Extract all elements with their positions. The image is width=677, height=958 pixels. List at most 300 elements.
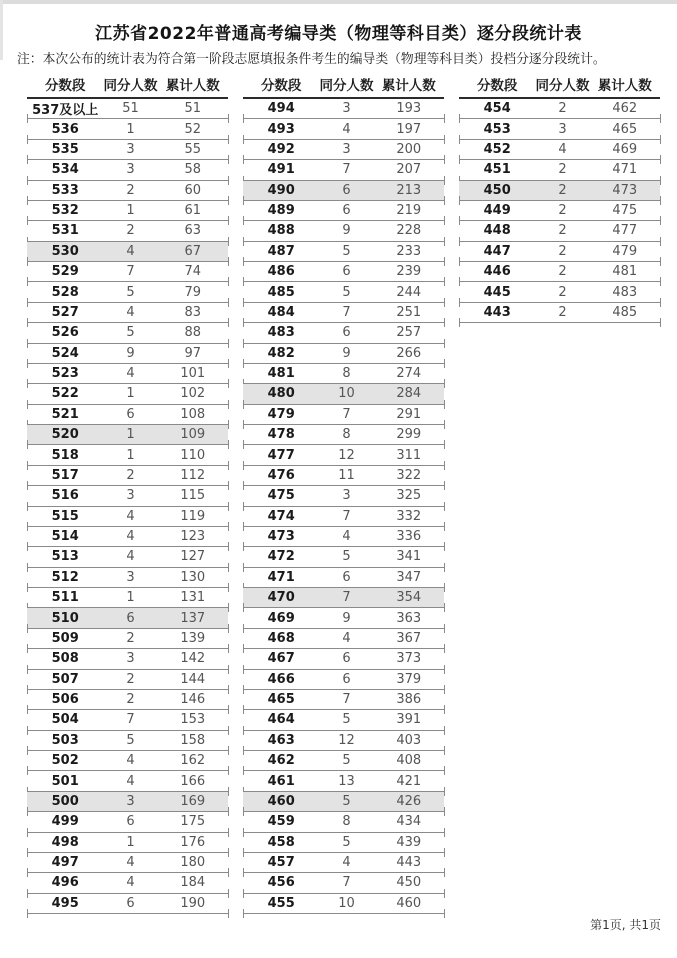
cell-score-range: 511 xyxy=(51,590,79,606)
cell-cumulative-count: 190 xyxy=(180,895,206,911)
cell-cumulative-count: 144 xyxy=(180,671,206,687)
table-row xyxy=(459,181,660,201)
cell-cumulative-count: 284 xyxy=(396,386,422,402)
cell-cumulative-count: 332 xyxy=(396,508,422,524)
scan-edge-top xyxy=(0,0,677,4)
table-row xyxy=(27,608,228,628)
cell-cumulative-count: 123 xyxy=(180,529,206,545)
table-row xyxy=(243,466,444,486)
cell-score-range: 517 xyxy=(51,467,79,483)
cell-score-range: 487 xyxy=(267,243,295,259)
cell-cumulative-count: 74 xyxy=(184,264,202,280)
cell-same-score-count: 6 xyxy=(342,264,351,280)
table-row xyxy=(27,670,228,690)
cell-same-score-count: 2 xyxy=(558,223,567,239)
cell-score-range: 533 xyxy=(51,182,79,198)
cell-score-range: 530 xyxy=(51,243,79,259)
cell-score-range: 481 xyxy=(267,366,295,382)
table-row xyxy=(243,588,444,608)
cell-score-range: 456 xyxy=(267,875,295,891)
table-row xyxy=(243,344,444,364)
table-row xyxy=(27,710,228,730)
cell-same-score-count: 2 xyxy=(126,692,135,708)
table-row xyxy=(243,792,444,812)
cell-score-range: 447 xyxy=(483,243,511,259)
cell-score-range: 467 xyxy=(267,651,295,667)
cell-same-score-count: 5 xyxy=(126,325,135,341)
cell-score-range: 471 xyxy=(267,569,295,585)
cell-same-score-count: 7 xyxy=(342,304,351,320)
cell-same-score-count: 7 xyxy=(342,508,351,524)
cell-same-score-count: 3 xyxy=(126,141,135,157)
cell-cumulative-count: 109 xyxy=(180,427,206,443)
cell-same-score-count: 4 xyxy=(126,243,135,259)
table-row xyxy=(27,527,228,547)
cell-score-range: 474 xyxy=(267,508,295,524)
table-row xyxy=(243,833,444,853)
cell-cumulative-count: 139 xyxy=(180,630,206,646)
cell-cumulative-count: 79 xyxy=(184,284,202,300)
cell-same-score-count: 4 xyxy=(342,855,351,871)
cell-same-score-count: 6 xyxy=(126,610,135,626)
cell-cumulative-count: 83 xyxy=(184,304,202,320)
cell-same-score-count: 8 xyxy=(342,366,351,382)
cell-score-range: 455 xyxy=(267,895,295,911)
cell-same-score-count: 1 xyxy=(126,834,135,850)
cell-cumulative-count: 483 xyxy=(612,284,638,300)
cell-same-score-count: 5 xyxy=(342,284,351,300)
table-row xyxy=(459,119,660,139)
cell-same-score-count: 4 xyxy=(342,529,351,545)
table-row xyxy=(459,262,660,282)
table-row xyxy=(243,160,444,180)
cell-score-range: 449 xyxy=(483,203,511,219)
table-row xyxy=(243,649,444,669)
table-row xyxy=(243,323,444,343)
cell-score-range: 476 xyxy=(267,467,295,483)
cell-cumulative-count: 55 xyxy=(184,141,202,157)
cell-score-range: 458 xyxy=(267,834,295,850)
table-body xyxy=(459,99,660,323)
cell-same-score-count: 4 xyxy=(126,855,135,871)
cell-same-score-count: 8 xyxy=(342,427,351,443)
cell-cumulative-count: 421 xyxy=(396,773,422,789)
table-row xyxy=(243,731,444,751)
col-header-cumulative-count: 累计人数 xyxy=(597,78,652,94)
table-row xyxy=(27,181,228,201)
cell-score-range: 536 xyxy=(51,121,79,137)
cell-same-score-count: 5 xyxy=(342,712,351,728)
cell-cumulative-count: 469 xyxy=(612,141,638,157)
table-row xyxy=(459,160,660,180)
cell-cumulative-count: 367 xyxy=(396,630,422,646)
cell-same-score-count: 6 xyxy=(126,895,135,911)
table-row xyxy=(243,486,444,506)
table-header xyxy=(459,76,660,99)
table-row xyxy=(27,201,228,221)
cell-cumulative-count: 228 xyxy=(396,223,422,239)
col-header-cumulative-count: 累计人数 xyxy=(381,78,436,94)
table-row xyxy=(27,119,228,139)
cell-cumulative-count: 291 xyxy=(396,406,422,422)
table-body xyxy=(243,99,444,914)
cell-cumulative-count: 363 xyxy=(396,610,422,626)
cell-score-range: 512 xyxy=(51,569,79,585)
cell-cumulative-count: 244 xyxy=(396,284,422,300)
table-row xyxy=(27,466,228,486)
cell-same-score-count: 1 xyxy=(126,386,135,402)
cell-score-range: 503 xyxy=(51,732,79,748)
cell-score-range: 514 xyxy=(51,529,79,545)
cell-same-score-count: 4 xyxy=(126,529,135,545)
cell-same-score-count: 6 xyxy=(342,671,351,687)
cell-score-range: 460 xyxy=(267,793,295,809)
cell-cumulative-count: 460 xyxy=(396,895,422,911)
cell-score-range: 504 xyxy=(51,712,79,728)
cell-same-score-count: 6 xyxy=(342,325,351,341)
score-table-2 xyxy=(243,76,444,914)
table-row xyxy=(243,894,444,914)
col-header-cumulative-count: 累计人数 xyxy=(165,78,220,94)
cell-cumulative-count: 434 xyxy=(396,814,422,830)
cell-cumulative-count: 63 xyxy=(184,223,202,239)
cell-same-score-count: 12 xyxy=(338,732,355,748)
cell-cumulative-count: 408 xyxy=(396,753,422,769)
cell-same-score-count: 3 xyxy=(558,121,567,137)
cell-score-range: 446 xyxy=(483,264,511,280)
cell-cumulative-count: 311 xyxy=(396,447,422,463)
cell-score-range: 484 xyxy=(267,304,295,320)
cell-cumulative-count: 475 xyxy=(612,203,638,219)
cell-score-range: 537及以上 xyxy=(32,103,99,119)
cell-cumulative-count: 102 xyxy=(180,386,206,402)
table-row xyxy=(27,99,228,119)
cell-same-score-count: 5 xyxy=(342,793,351,809)
cell-score-range: 452 xyxy=(483,141,511,157)
cell-score-range: 451 xyxy=(483,162,511,178)
cell-cumulative-count: 67 xyxy=(184,243,202,259)
cell-score-range: 490 xyxy=(267,182,295,198)
cell-same-score-count: 9 xyxy=(342,345,351,361)
cell-score-range: 461 xyxy=(267,773,295,789)
cell-cumulative-count: 197 xyxy=(396,121,422,137)
table-row xyxy=(243,507,444,527)
cell-cumulative-count: 213 xyxy=(396,182,422,198)
cell-cumulative-count: 131 xyxy=(180,590,206,606)
cell-cumulative-count: 162 xyxy=(180,753,206,769)
cell-same-score-count: 3 xyxy=(126,162,135,178)
cell-same-score-count: 1 xyxy=(126,447,135,463)
cell-cumulative-count: 373 xyxy=(396,651,422,667)
cell-same-score-count: 1 xyxy=(126,203,135,219)
table-row xyxy=(27,405,228,425)
cell-cumulative-count: 51 xyxy=(184,101,202,117)
cell-same-score-count: 8 xyxy=(342,814,351,830)
cell-score-range: 506 xyxy=(51,692,79,708)
cell-cumulative-count: 52 xyxy=(184,121,202,137)
cell-score-range: 448 xyxy=(483,223,511,239)
cell-cumulative-count: 443 xyxy=(396,855,422,871)
table-row xyxy=(27,812,228,832)
cell-cumulative-count: 233 xyxy=(396,243,422,259)
cell-same-score-count: 5 xyxy=(342,243,351,259)
cell-score-range: 500 xyxy=(51,793,79,809)
cell-score-range: 532 xyxy=(51,203,79,219)
cell-score-range: 485 xyxy=(267,284,295,300)
cell-same-score-count: 9 xyxy=(126,345,135,361)
table-row xyxy=(459,201,660,221)
cell-cumulative-count: 266 xyxy=(396,345,422,361)
cell-score-range: 465 xyxy=(267,692,295,708)
cell-same-score-count: 2 xyxy=(558,284,567,300)
cell-cumulative-count: 251 xyxy=(396,304,422,320)
cell-same-score-count: 6 xyxy=(342,182,351,198)
cell-same-score-count: 6 xyxy=(342,569,351,585)
table-row xyxy=(243,262,444,282)
cell-same-score-count: 3 xyxy=(342,101,351,117)
cell-same-score-count: 1 xyxy=(126,121,135,137)
cell-cumulative-count: 471 xyxy=(612,162,638,178)
cell-score-range: 520 xyxy=(51,427,79,443)
cell-cumulative-count: 137 xyxy=(180,610,206,626)
cell-same-score-count: 2 xyxy=(126,630,135,646)
cell-cumulative-count: 61 xyxy=(184,203,202,219)
table-row xyxy=(27,731,228,751)
cell-same-score-count: 5 xyxy=(126,284,135,300)
table-row xyxy=(27,221,228,241)
cell-score-range: 450 xyxy=(483,182,511,198)
col-header-score-range: 分数段 xyxy=(44,78,86,94)
cell-cumulative-count: 176 xyxy=(180,834,206,850)
col-header-same-score-count: 同分人数 xyxy=(319,78,374,94)
cell-same-score-count: 3 xyxy=(126,793,135,809)
cell-cumulative-count: 180 xyxy=(180,855,206,871)
cell-same-score-count: 10 xyxy=(338,386,355,402)
cell-score-range: 478 xyxy=(267,427,295,443)
cell-cumulative-count: 153 xyxy=(180,712,206,728)
cell-same-score-count: 3 xyxy=(342,488,351,504)
table-row xyxy=(243,364,444,384)
cell-cumulative-count: 322 xyxy=(396,467,422,483)
cell-same-score-count: 2 xyxy=(558,264,567,280)
cell-cumulative-count: 341 xyxy=(396,549,422,565)
cell-score-range: 501 xyxy=(51,773,79,789)
cell-same-score-count: 2 xyxy=(558,162,567,178)
table-row xyxy=(27,873,228,893)
score-table-1 xyxy=(27,76,228,914)
cell-score-range: 522 xyxy=(51,386,79,402)
table-row xyxy=(27,282,228,302)
cell-score-range: 493 xyxy=(267,121,295,137)
cell-cumulative-count: 175 xyxy=(180,814,206,830)
table-row xyxy=(459,99,660,119)
cell-score-range: 472 xyxy=(267,549,295,565)
cell-same-score-count: 4 xyxy=(342,121,351,137)
cell-cumulative-count: 60 xyxy=(184,182,202,198)
cell-score-range: 457 xyxy=(267,855,295,871)
cell-score-range: 521 xyxy=(51,406,79,422)
table-row xyxy=(27,262,228,282)
cell-score-range: 509 xyxy=(51,630,79,646)
cell-score-range: 483 xyxy=(267,325,295,341)
cell-score-range: 479 xyxy=(267,406,295,422)
table-row xyxy=(27,690,228,710)
cell-same-score-count: 3 xyxy=(342,141,351,157)
table-row xyxy=(27,792,228,812)
cell-cumulative-count: 110 xyxy=(180,447,206,463)
cell-score-range: 475 xyxy=(267,488,295,504)
cell-score-range: 516 xyxy=(51,488,79,504)
cell-score-range: 480 xyxy=(267,386,295,402)
table-body xyxy=(27,99,228,914)
cell-same-score-count: 7 xyxy=(126,264,135,280)
table-row xyxy=(27,364,228,384)
cell-same-score-count: 2 xyxy=(558,182,567,198)
cell-cumulative-count: 403 xyxy=(396,732,422,748)
cell-score-range: 468 xyxy=(267,630,295,646)
table-row xyxy=(243,710,444,730)
cell-score-range: 502 xyxy=(51,753,79,769)
cell-score-range: 518 xyxy=(51,447,79,463)
cell-same-score-count: 4 xyxy=(126,875,135,891)
cell-cumulative-count: 115 xyxy=(180,488,206,504)
cell-same-score-count: 3 xyxy=(126,569,135,585)
cell-score-range: 527 xyxy=(51,304,79,320)
cell-cumulative-count: 379 xyxy=(396,671,422,687)
table-row xyxy=(243,221,444,241)
table-row xyxy=(243,425,444,445)
cell-score-range: 463 xyxy=(267,732,295,748)
cell-score-range: 462 xyxy=(267,753,295,769)
cell-same-score-count: 9 xyxy=(342,610,351,626)
cell-cumulative-count: 386 xyxy=(396,692,422,708)
cell-same-score-count: 10 xyxy=(338,895,355,911)
cell-score-range: 459 xyxy=(267,814,295,830)
cell-score-range: 491 xyxy=(267,162,295,178)
cell-same-score-count: 13 xyxy=(338,773,355,789)
cell-same-score-count: 4 xyxy=(126,366,135,382)
cell-cumulative-count: 473 xyxy=(612,182,638,198)
table-row xyxy=(243,119,444,139)
cell-score-range: 508 xyxy=(51,651,79,667)
cell-score-range: 510 xyxy=(51,610,79,626)
table-row xyxy=(27,507,228,527)
table-row xyxy=(27,833,228,853)
cell-same-score-count: 7 xyxy=(342,875,351,891)
table-row xyxy=(243,568,444,588)
cell-score-range: 489 xyxy=(267,203,295,219)
table-row xyxy=(243,405,444,425)
table-row xyxy=(243,99,444,119)
table-row xyxy=(27,751,228,771)
cell-score-range: 488 xyxy=(267,223,295,239)
cell-same-score-count: 2 xyxy=(126,671,135,687)
cell-same-score-count: 1 xyxy=(126,427,135,443)
cell-cumulative-count: 299 xyxy=(396,427,422,443)
table-row xyxy=(243,873,444,893)
score-table-3 xyxy=(459,76,660,323)
cell-score-range: 507 xyxy=(51,671,79,687)
cell-cumulative-count: 193 xyxy=(396,101,422,117)
cell-score-range: 496 xyxy=(51,875,79,891)
table-row xyxy=(27,486,228,506)
table-row xyxy=(243,771,444,791)
table-row xyxy=(27,445,228,465)
cell-score-range: 453 xyxy=(483,121,511,137)
cell-score-range: 443 xyxy=(483,304,511,320)
cell-same-score-count: 7 xyxy=(342,406,351,422)
cell-cumulative-count: 219 xyxy=(396,203,422,219)
table-row xyxy=(459,140,660,160)
cell-same-score-count: 7 xyxy=(342,692,351,708)
cell-cumulative-count: 119 xyxy=(180,508,206,524)
cell-cumulative-count: 142 xyxy=(180,651,206,667)
table-row xyxy=(243,527,444,547)
cell-score-range: 477 xyxy=(267,447,295,463)
table-row xyxy=(27,568,228,588)
table-row xyxy=(27,425,228,445)
cell-cumulative-count: 184 xyxy=(180,875,206,891)
cell-score-range: 466 xyxy=(267,671,295,687)
cell-cumulative-count: 465 xyxy=(612,121,638,137)
cell-same-score-count: 6 xyxy=(342,651,351,667)
cell-cumulative-count: 426 xyxy=(396,793,422,809)
cell-same-score-count: 5 xyxy=(342,834,351,850)
table-row xyxy=(27,344,228,364)
cell-cumulative-count: 257 xyxy=(396,325,422,341)
table-row xyxy=(243,242,444,262)
cell-same-score-count: 6 xyxy=(126,814,135,830)
cell-same-score-count: 2 xyxy=(126,182,135,198)
table-row xyxy=(243,751,444,771)
col-header-same-score-count: 同分人数 xyxy=(535,78,590,94)
cell-cumulative-count: 391 xyxy=(396,712,422,728)
cell-score-range: 495 xyxy=(51,895,79,911)
table-row xyxy=(243,670,444,690)
table-row xyxy=(243,547,444,567)
table-row xyxy=(459,282,660,302)
cell-score-range: 497 xyxy=(51,855,79,871)
cell-cumulative-count: 97 xyxy=(184,345,202,361)
cell-same-score-count: 2 xyxy=(126,467,135,483)
cell-cumulative-count: 158 xyxy=(180,732,206,748)
cell-same-score-count: 7 xyxy=(126,712,135,728)
table-row xyxy=(459,303,660,323)
cell-cumulative-count: 477 xyxy=(612,223,638,239)
cell-cumulative-count: 101 xyxy=(180,366,206,382)
cell-same-score-count: 6 xyxy=(342,203,351,219)
table-row xyxy=(459,221,660,241)
table-row xyxy=(243,812,444,832)
cell-same-score-count: 11 xyxy=(338,467,355,483)
cell-same-score-count: 4 xyxy=(126,304,135,320)
cell-score-range: 445 xyxy=(483,284,511,300)
cell-score-range: 464 xyxy=(267,712,295,728)
cell-cumulative-count: 450 xyxy=(396,875,422,891)
cell-cumulative-count: 479 xyxy=(612,243,638,259)
cell-cumulative-count: 481 xyxy=(612,264,638,280)
cell-same-score-count: 6 xyxy=(126,406,135,422)
cell-cumulative-count: 88 xyxy=(184,325,202,341)
cell-same-score-count: 3 xyxy=(126,488,135,504)
cell-same-score-count: 7 xyxy=(342,162,351,178)
cell-score-range: 531 xyxy=(51,223,79,239)
cell-same-score-count: 7 xyxy=(342,590,351,606)
table-row xyxy=(243,445,444,465)
cell-cumulative-count: 58 xyxy=(184,162,202,178)
table-row xyxy=(243,181,444,201)
cell-score-range: 534 xyxy=(51,162,79,178)
